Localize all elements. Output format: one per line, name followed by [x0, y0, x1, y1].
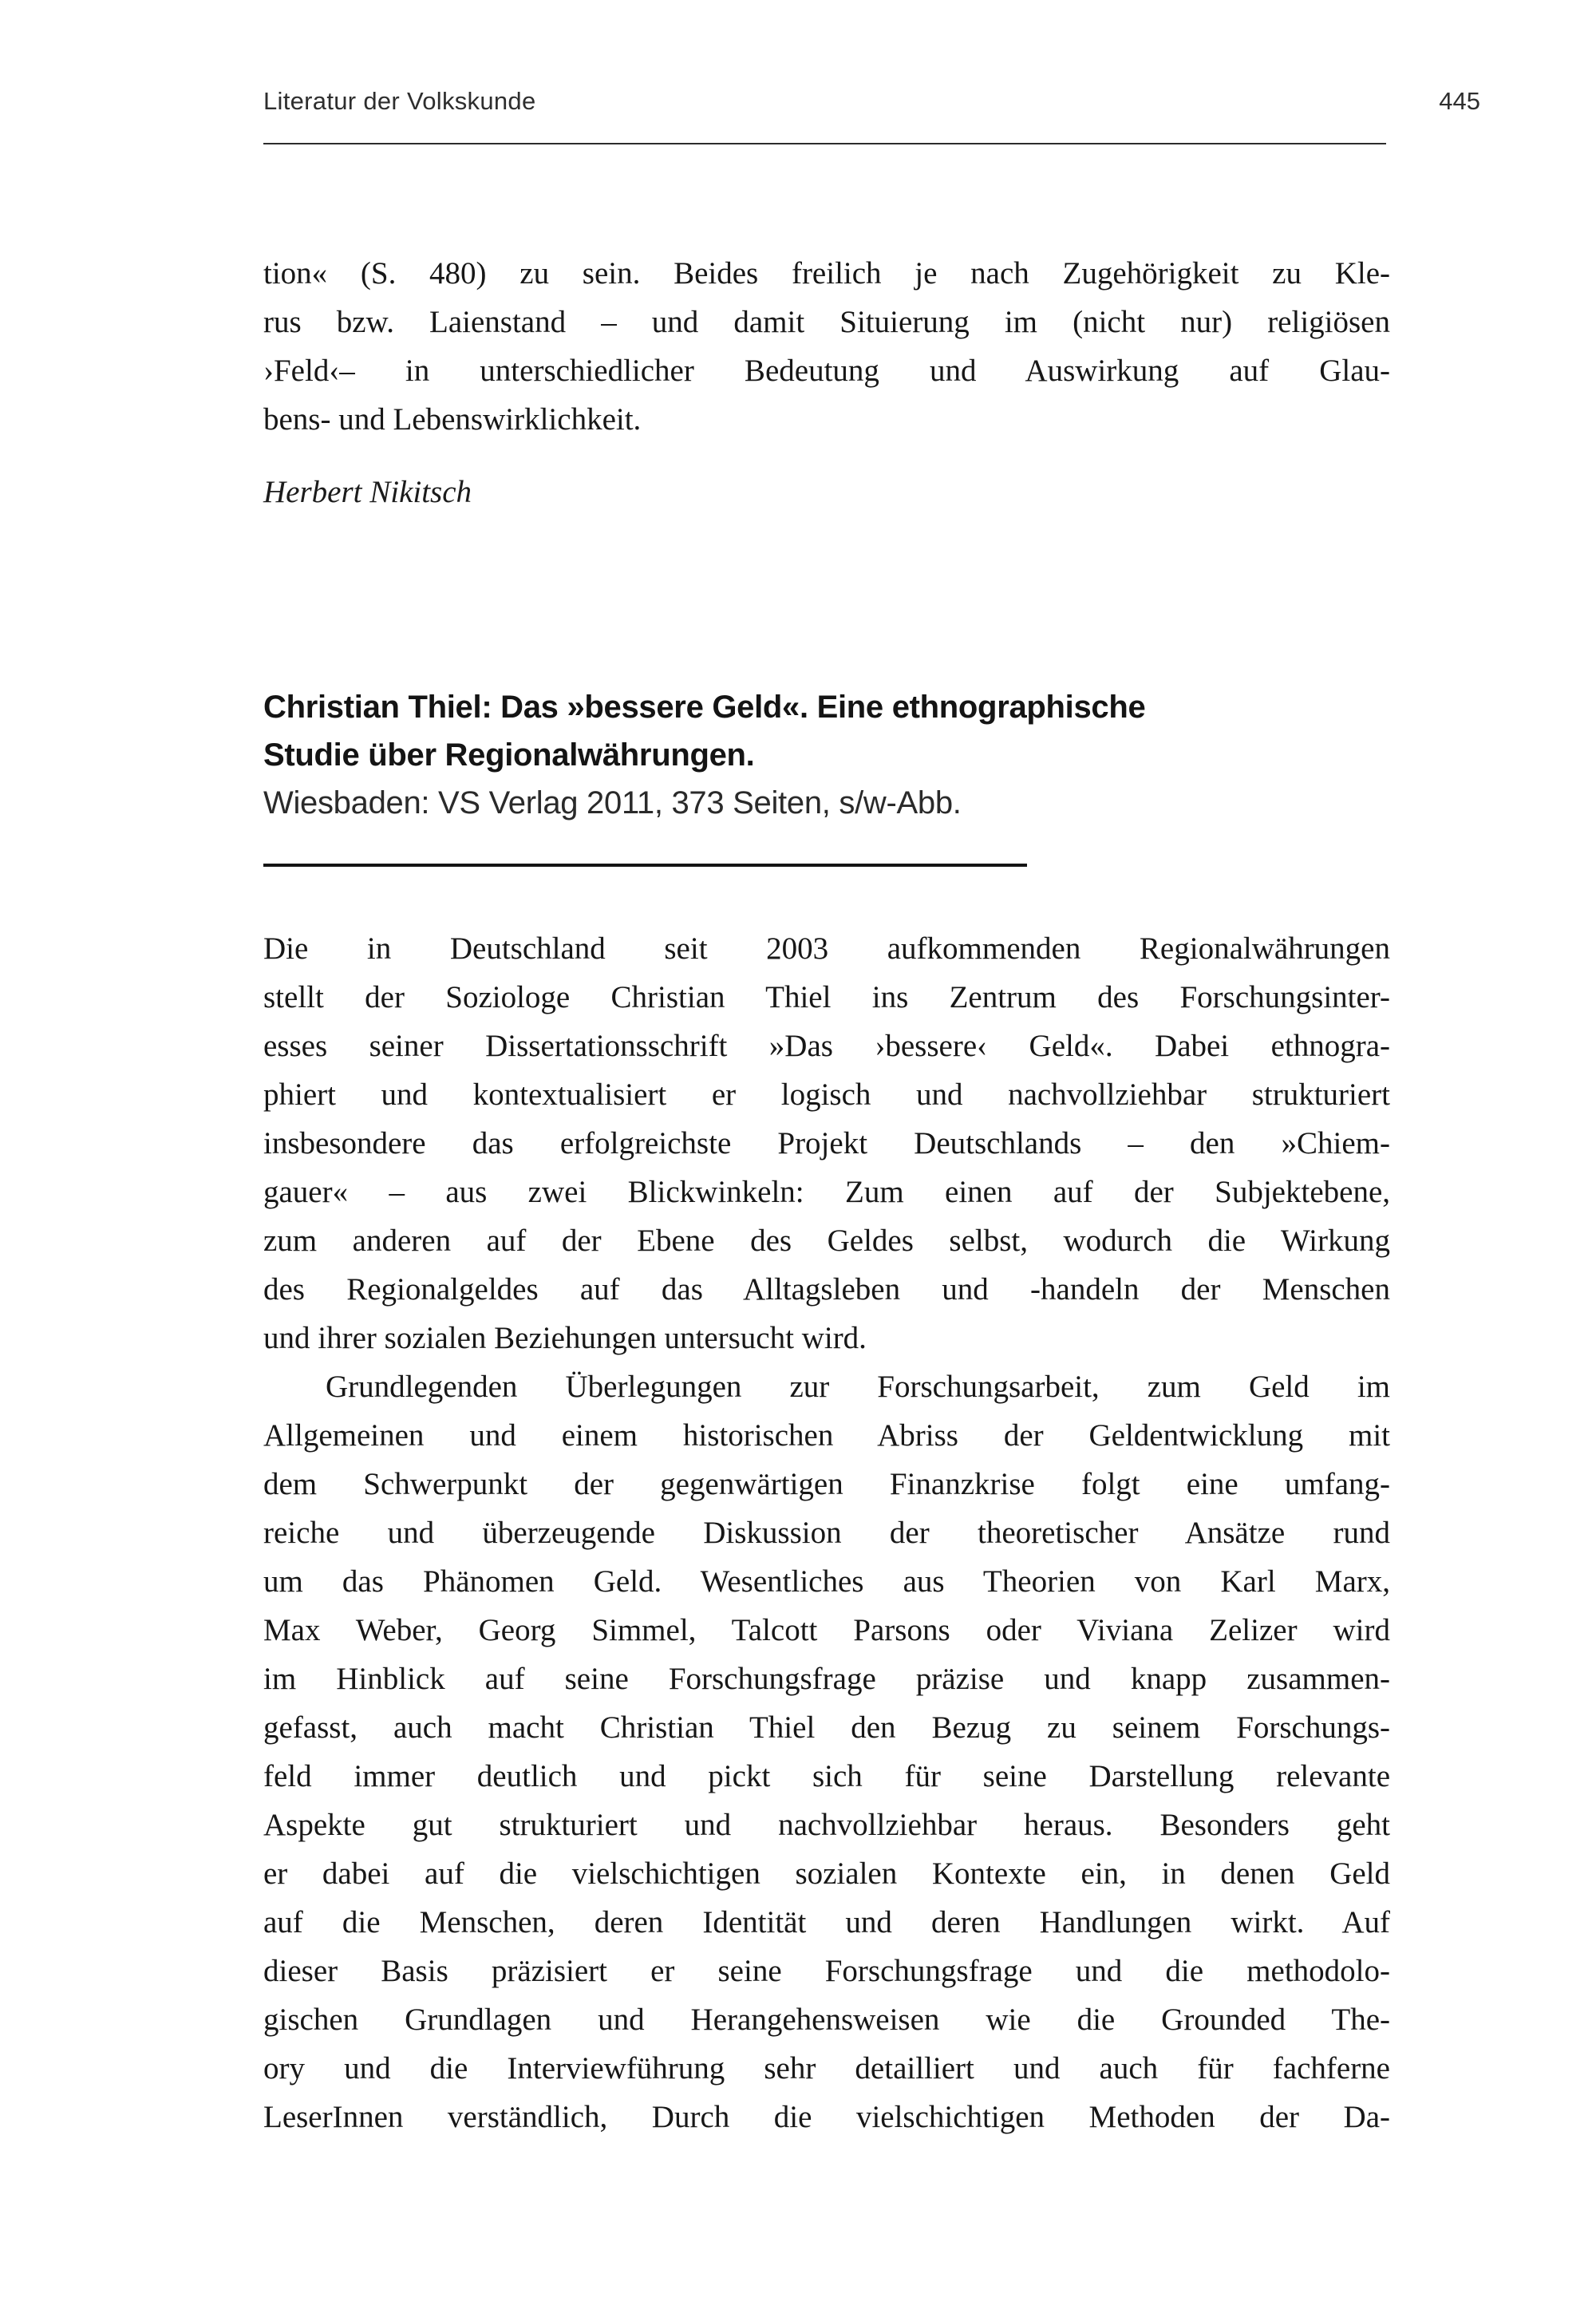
- previous-review-end-text: [263, 249, 1390, 444]
- page-number: 445: [1439, 87, 1480, 115]
- text-line: auf die Menschen, deren Identität und deren Handlungen wirkt. Auf: [263, 1905, 1390, 1939]
- text-line: esses seiner Dissertationsschrift »Das ›bessere‹ Geld«. Dabei ethnogra-: [263, 1029, 1390, 1063]
- text-line: Allgemeinen und einem historischen Abriss der Geldentwicklung mit: [263, 1418, 1390, 1453]
- review-paragraph-2: [263, 1362, 1390, 2141]
- running-head: Literatur der Volkskunde: [263, 87, 536, 115]
- text-line: Max Weber, Georg Simmel, Talcott Parsons oder Viviana Zelizer wird: [263, 1613, 1390, 1647]
- text-line: dem Schwerpunkt der gegenwärtigen Finanzkrise folgt eine umfang-: [263, 1467, 1390, 1501]
- text-line: Aspekte gut strukturiert und nachvollziehbar heraus. Besonders geht: [263, 1808, 1390, 1842]
- text-line: gefasst, auch macht Christian Thiel den Bezug zu seinem Forschungs-: [263, 1710, 1390, 1745]
- text-line: phiert und kontextualisiert er logisch und nachvollziehbar strukturiert: [263, 1077, 1390, 1112]
- review-body: [263, 924, 1390, 2141]
- book-title-line-2: Studie über Regionalwährungen.: [263, 737, 755, 773]
- text-line: bens- und Lebenswirklichkeit.: [263, 402, 642, 437]
- text-line: Grundlegenden Überlegungen zur Forschungsarbeit, zum Geld im: [326, 1370, 1390, 1404]
- book-entry-rule: [263, 864, 1027, 867]
- book-entry-title: [263, 683, 1390, 779]
- text-line: um das Phänomen Geld. Wesentliches aus Theorien von Karl Marx,: [263, 1564, 1390, 1599]
- review-author: Herbert Nikitsch: [263, 475, 472, 509]
- text-line: er dabei auf die vielschichtigen sozialen Kontexte ein, in denen Geld: [263, 1856, 1390, 1891]
- book-entry-imprint: Wiesbaden: VS Verlag 2011, 373 Seiten, s/w-Abb.: [263, 785, 962, 820]
- text-line: des Regionalgeldes auf das Alltagsleben und -handeln der Menschen: [263, 1272, 1390, 1307]
- text-line: gischen Grundlagen und Herangehensweisen wie die Grounded The-: [263, 2003, 1390, 2037]
- text-line: und ihrer sozialen Beziehungen untersucht wird.: [263, 1321, 867, 1355]
- text-line: Die in Deutschland seit 2003 aufkommenden Regionalwährungen: [263, 931, 1390, 966]
- text-line: ory und die Interviewführung sehr detailliert und auch für fachferne: [263, 2051, 1390, 2086]
- book-title-line-1: Christian Thiel: Das »bessere Geld«. Eine ethnographische: [263, 690, 1146, 725]
- text-line: tion« (S. 480) zu sein. Beides freilich je nach Zugehörigkeit zu Kle-: [263, 256, 1390, 291]
- text-line: rus bzw. Laienstand – und damit Situierung im (nicht nur) religiösen: [263, 305, 1390, 339]
- text-line: ›Feld‹– in unterschiedlicher Bedeutung und Auswirkung auf Glau-: [263, 354, 1390, 388]
- text-line: feld immer deutlich und pickt sich für seine Darstellung relevante: [263, 1759, 1390, 1793]
- text-line: zum anderen auf der Ebene des Geldes selbst, wodurch die Wirkung: [263, 1224, 1390, 1258]
- text-line: LeserInnen verständlich, Durch die vielschichtigen Methoden der Da-: [263, 2100, 1390, 2134]
- text-line: im Hinblick auf seine Forschungsfrage präzise und knapp zusammen-: [263, 1662, 1390, 1696]
- text-line: dieser Basis präzisiert er seine Forschungsfrage und die methodolo-: [263, 1954, 1390, 1988]
- text-line: insbesondere das erfolgreichste Projekt Deutschlands – den »Chiem-: [263, 1126, 1390, 1160]
- text-line: gauer« – aus zwei Blickwinkeln: Zum einen auf der Subjektebene,: [263, 1175, 1390, 1209]
- text-line: reiche und überzeugende Diskussion der theoretischer Ansätze rund: [263, 1516, 1390, 1550]
- review-paragraph-1: [263, 924, 1390, 1362]
- text-line: stellt der Soziologe Christian Thiel ins Zentrum des Forschungsinter-: [263, 980, 1390, 1014]
- header-rule: [263, 143, 1386, 144]
